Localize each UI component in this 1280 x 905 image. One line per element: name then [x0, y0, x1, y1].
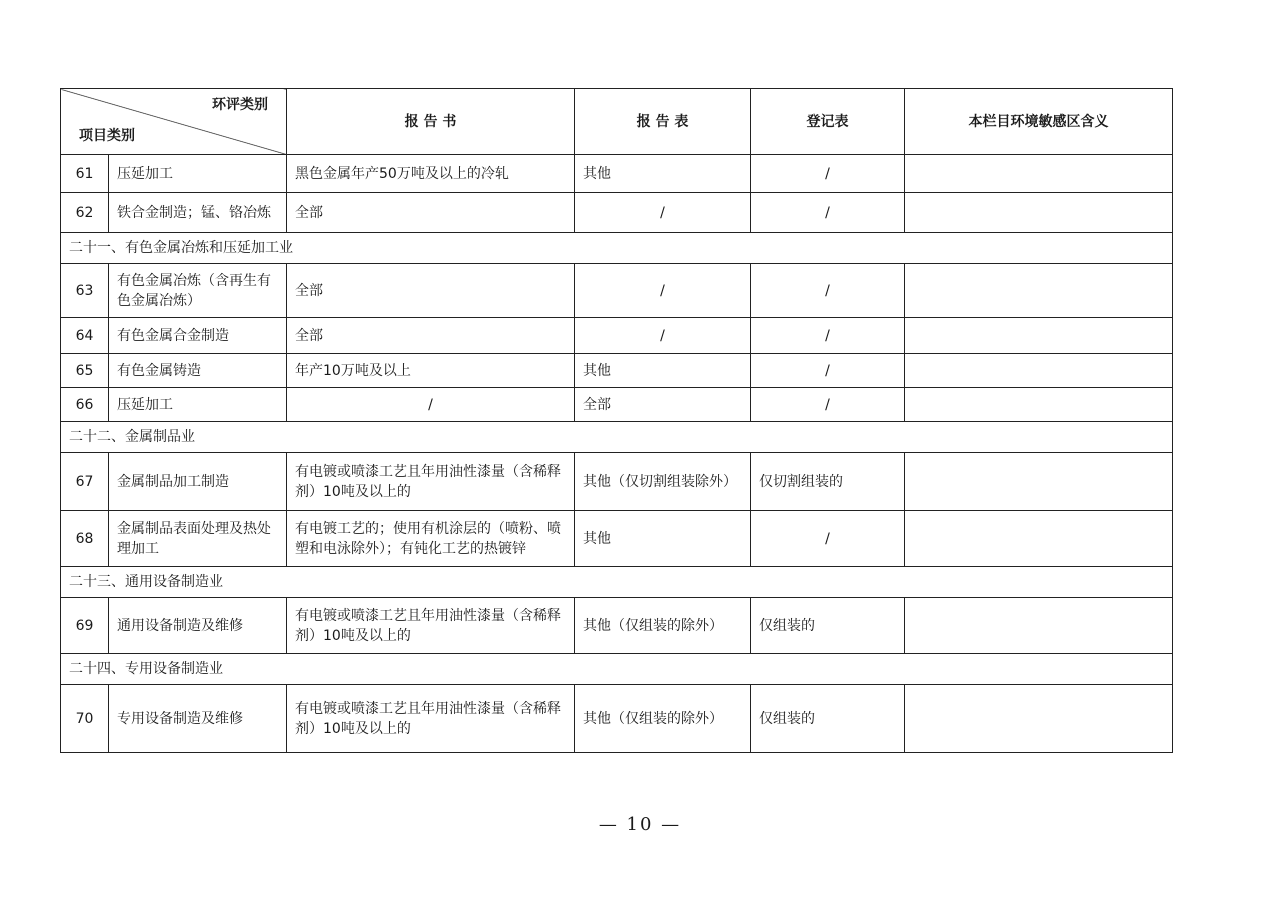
- table-row: [61, 264, 1173, 318]
- register-form-cell: 仅切割组装的: [751, 453, 905, 511]
- table-row: [61, 685, 1173, 753]
- item-name-cell: 通用设备制造及维修: [109, 598, 287, 654]
- report-book-cell: 全部: [287, 318, 575, 354]
- diagonal-header-cell: [61, 89, 287, 155]
- item-number-cell: 65: [61, 354, 109, 388]
- section-heading-row: [61, 654, 1173, 685]
- register-form-cell: /: [751, 388, 905, 422]
- report-form-cell: /: [575, 193, 751, 233]
- report-form-cell: /: [575, 264, 751, 318]
- item-name-cell: 有色金属铸造: [109, 354, 287, 388]
- item-number-cell: 68: [61, 511, 109, 567]
- report-form-cell: 其他（仅切割组装除外）: [575, 453, 751, 511]
- item-number-cell: 69: [61, 598, 109, 654]
- section-heading: 二十一、有色金属冶炼和压延加工业: [61, 233, 1173, 264]
- report-form-cell: 其他（仅组装的除外）: [575, 685, 751, 753]
- item-number-cell: 63: [61, 264, 109, 318]
- report-form-cell: /: [575, 318, 751, 354]
- section-heading-row: [61, 567, 1173, 598]
- table-row: [61, 453, 1173, 511]
- report-book-cell: 有电镀工艺的；使用有机涂层的（喷粉、喷塑和电泳除外）；有钝化工艺的热镀锌: [287, 511, 575, 567]
- report-book-cell: 全部: [287, 264, 575, 318]
- header-report-form: 报 告 表: [575, 89, 751, 155]
- sensitive-area-cell: [905, 453, 1173, 511]
- eia-category-table: [60, 88, 1173, 753]
- report-book-cell: 有电镀或喷漆工艺且年用油性漆量（含稀释剂）10吨及以上的: [287, 598, 575, 654]
- item-name-cell: 有色金属合金制造: [109, 318, 287, 354]
- item-number-cell: 67: [61, 453, 109, 511]
- table-row: [61, 354, 1173, 388]
- sensitive-area-cell: [905, 388, 1173, 422]
- report-form-cell: 其他: [575, 155, 751, 193]
- page-number: — 10 —: [598, 814, 682, 835]
- section-heading: 二十四、专用设备制造业: [61, 654, 1173, 685]
- header-project-category: 项目类别: [79, 128, 135, 144]
- item-number-cell: 66: [61, 388, 109, 422]
- item-number-cell: 61: [61, 155, 109, 193]
- table-body: [61, 155, 1173, 753]
- report-book-cell: 有电镀或喷漆工艺且年用油性漆量（含稀释剂）10吨及以上的: [287, 453, 575, 511]
- sensitive-area-cell: [905, 318, 1173, 354]
- item-name-cell: 铁合金制造；锰、铬冶炼: [109, 193, 287, 233]
- table-row: [61, 155, 1173, 193]
- sensitive-area-cell: [905, 354, 1173, 388]
- table-header-row: [61, 89, 1173, 155]
- register-form-cell: /: [751, 264, 905, 318]
- register-form-cell: /: [751, 354, 905, 388]
- table-row: [61, 388, 1173, 422]
- sensitive-area-cell: [905, 264, 1173, 318]
- register-form-cell: /: [751, 318, 905, 354]
- report-book-cell: /: [287, 388, 575, 422]
- table-row: [61, 598, 1173, 654]
- header-sensitive-area: 本栏目环境敏感区含义: [905, 89, 1173, 155]
- table-row: [61, 318, 1173, 354]
- item-number-cell: 64: [61, 318, 109, 354]
- sensitive-area-cell: [905, 685, 1173, 753]
- header-eia-category: 环评类别: [212, 97, 268, 113]
- report-book-cell: 有电镀或喷漆工艺且年用油性漆量（含稀释剂）10吨及以上的: [287, 685, 575, 753]
- register-form-cell: /: [751, 155, 905, 193]
- register-form-cell: /: [751, 511, 905, 567]
- item-number-cell: 70: [61, 685, 109, 753]
- register-form-cell: 仅组装的: [751, 598, 905, 654]
- item-name-cell: 专用设备制造及维修: [109, 685, 287, 753]
- table-row: [61, 193, 1173, 233]
- item-number-cell: 62: [61, 193, 109, 233]
- header-report-book: 报 告 书: [287, 89, 575, 155]
- report-book-cell: 年产10万吨及以上: [287, 354, 575, 388]
- section-heading: 二十三、通用设备制造业: [61, 567, 1173, 598]
- item-name-cell: 压延加工: [109, 388, 287, 422]
- section-heading: 二十二、金属制品业: [61, 422, 1173, 453]
- item-name-cell: 金属制品加工制造: [109, 453, 287, 511]
- sensitive-area-cell: [905, 155, 1173, 193]
- report-book-cell: 黑色金属年产50万吨及以上的冷轧: [287, 155, 575, 193]
- sensitive-area-cell: [905, 193, 1173, 233]
- report-form-cell: 其他（仅组装的除外）: [575, 598, 751, 654]
- register-form-cell: 仅组装的: [751, 685, 905, 753]
- register-form-cell: /: [751, 193, 905, 233]
- header-register-form: 登记表: [751, 89, 905, 155]
- section-heading-row: [61, 233, 1173, 264]
- sensitive-area-cell: [905, 511, 1173, 567]
- report-form-cell: 其他: [575, 511, 751, 567]
- sensitive-area-cell: [905, 598, 1173, 654]
- table-row: [61, 511, 1173, 567]
- report-form-cell: 全部: [575, 388, 751, 422]
- report-book-cell: 全部: [287, 193, 575, 233]
- item-name-cell: 有色金属冶炼（含再生有色金属冶炼）: [109, 264, 287, 318]
- section-heading-row: [61, 422, 1173, 453]
- item-name-cell: 压延加工: [109, 155, 287, 193]
- report-form-cell: 其他: [575, 354, 751, 388]
- item-name-cell: 金属制品表面处理及热处理加工: [109, 511, 287, 567]
